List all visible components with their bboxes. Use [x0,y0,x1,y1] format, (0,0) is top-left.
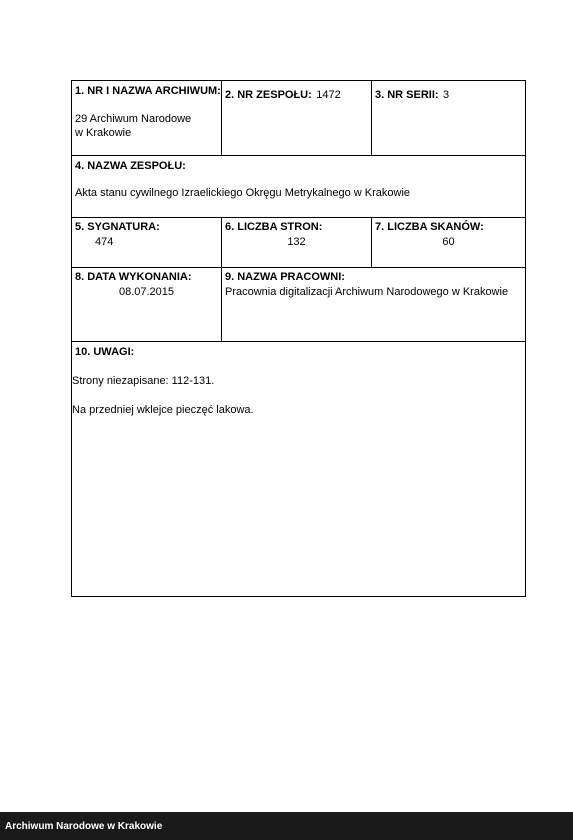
cell-series-number [371,81,525,155]
metadata-form [71,80,526,597]
scan-count-label: 7. LICZBA SKANÓW: [375,221,484,233]
fonds-number-line [225,85,341,103]
cell-signature [72,218,221,267]
archive-name-line2: w Krakowie [75,127,132,139]
date-label: 8. DATA WYKONANIA: [75,271,192,283]
form-row-archive [72,81,525,156]
form-row-date-workshop [72,268,525,342]
fonds-number-label: 2. NR ZESPOŁU: [225,89,312,101]
notes-line-2: Na przedniej wklejce pieczęć lakowa. [72,404,254,416]
cell-fonds-name [72,156,525,217]
workshop-value: Pracownia digitalizacji Archiwum Narodowego w Krakowie [225,286,509,298]
cell-date [72,268,221,341]
page-count-value: 132 [287,236,306,248]
scan-count-value: 60 [442,236,455,248]
archive-label: 1. NR I NAZWA ARCHIWUM: [75,85,221,97]
cell-archive [72,81,221,155]
notes-line-1: Strony niezapisane: 112-131. [72,375,215,387]
series-number-value: 3 [443,89,450,101]
page-count-label: 6. LICZBA STRON: [225,221,323,233]
fonds-name-value: Akta stanu cywilnego Izraelickiego Okręgu Metrykalnego w Krakowie [75,187,411,199]
archive-name-line1: 29 Archiwum Narodowe [75,113,192,125]
date-value: 08.07.2015 [118,286,175,298]
series-number-label: 3. NR SERII: [375,89,439,101]
notes-label: 10. UWAGI: [75,346,135,358]
workshop-label: 9. NAZWA PRACOWNI: [225,271,345,283]
footer-text: Archiwum Narodowe w Krakowie [5,821,163,832]
form-row-notes [72,342,525,596]
signature-label: 5. SYGNATURA: [75,221,160,233]
fonds-name-label: 4. NAZWA ZESPOŁU: [75,160,186,172]
cell-scan-count [371,218,525,267]
signature-value: 474 [95,236,114,248]
footer-bar [0,812,573,840]
cell-workshop [221,268,525,341]
cell-notes [72,342,525,596]
form-row-fonds-name [72,156,525,218]
cell-page-count [221,218,371,267]
form-row-counts [72,218,525,268]
series-number-line [375,85,449,103]
fonds-number-value: 1472 [316,89,341,101]
cell-fonds-number [221,81,371,155]
